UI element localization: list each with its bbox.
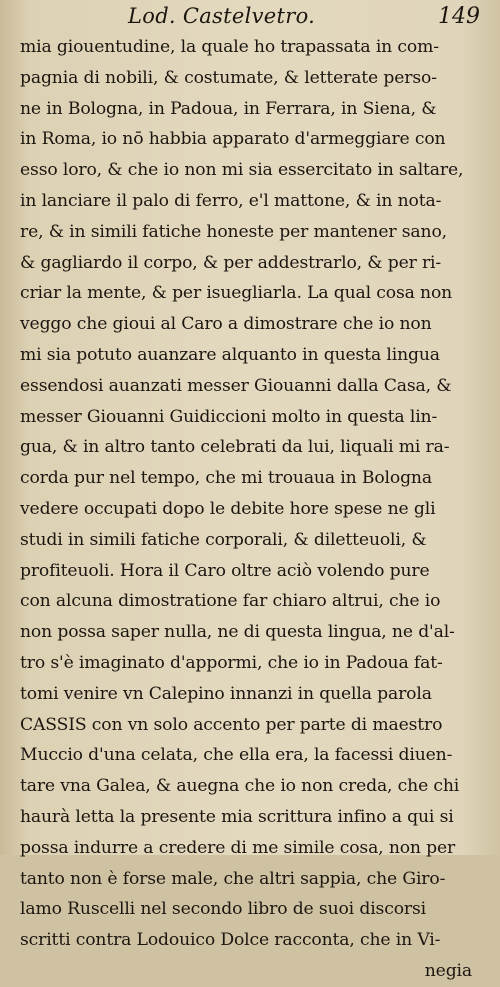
text-line: in Roma, io nō habbia apparato d'armeggiare con xyxy=(20,129,446,150)
page-number: 149 xyxy=(438,4,480,29)
text-line: con alcuna dimostratione far chiaro altrui, che io xyxy=(20,591,441,612)
text-line: criar la mente, & per isuegliarla. La qual cosa non xyxy=(20,283,453,304)
text-line: haurà letta la presente mia scrittura infino a qui si xyxy=(20,806,454,827)
text-line: tanto non è forse male, che altri sappia, che Giro- xyxy=(20,868,446,889)
text-line: re, & in simili fatiche honeste per mantener sano, xyxy=(20,221,447,242)
text-line: tro s'è imaginato d'appormi, che io in Padoua fat- xyxy=(20,652,443,673)
text-line: CASSIS con vn solo accento per parte di maestro xyxy=(20,714,443,735)
text-line: mia giouentudine, la quale ho trapassata in com- xyxy=(20,37,439,57)
text-line: vedere occupati dopo le debite hore spese ne gli xyxy=(20,498,436,519)
text-line: lamo Ruscelli nel secondo libro de suoi discorsi xyxy=(20,899,426,920)
text-line: corda pur nel tempo, che mi trouaua in Bologna xyxy=(20,468,432,489)
running-head xyxy=(128,4,480,30)
text-line: ne in Bologna, in Padoua, in Ferrara, in Siena, & xyxy=(20,98,437,119)
text-line: in lanciare il palo di ferro, e'l mattone, & in nota- xyxy=(20,190,442,211)
text-line: & gagliardo il corpo, & per addestrarlo, & per ri- xyxy=(20,252,442,273)
running-title: Lod. Castelvetro. xyxy=(128,4,316,28)
text-line: tomi venire vn Calepino innanzi in quella parola xyxy=(20,683,432,704)
text-line: veggo che gioui al Caro a dimostrare che io non xyxy=(20,314,432,335)
text-line: pagnia di nobili, & costumate, & letterate perso- xyxy=(20,67,437,88)
text-line: studi in simili fatiche corporali, & diletteuoli, & xyxy=(20,529,427,550)
text-line: scritti contra Lodouico Dolce racconta, che in Vi- xyxy=(20,930,441,951)
text-line: tare vna Galea, & auegna che io non creda, che chi xyxy=(20,776,460,797)
text-line: gua, & in altro tanto celebrati da lui, liquali mi ra- xyxy=(20,437,450,458)
text-line: possa indurre a credere di me simile cosa, non per xyxy=(20,837,456,858)
text-line: profiteuoli. Hora il Caro oltre aciò volendo pure xyxy=(20,560,430,581)
catchword: negia xyxy=(424,960,472,981)
text-line: Muccio d'una celata, che ella era, la facessi diuen- xyxy=(20,745,453,766)
text-line: messer Giouanni Guidiccioni molto in questa lin- xyxy=(20,406,438,427)
text-line: non possa saper nulla, ne di questa lingua, ne d'al- xyxy=(20,622,455,643)
body-text xyxy=(20,32,480,987)
text-line: essendosi auanzati messer Giouanni dalla Casa, & xyxy=(20,375,452,396)
text-line: mi sia potuto auanzare alquanto in questa lingua xyxy=(20,344,440,365)
text-line: esso loro, & che io non mi sia essercitato in saltare, xyxy=(20,160,464,181)
